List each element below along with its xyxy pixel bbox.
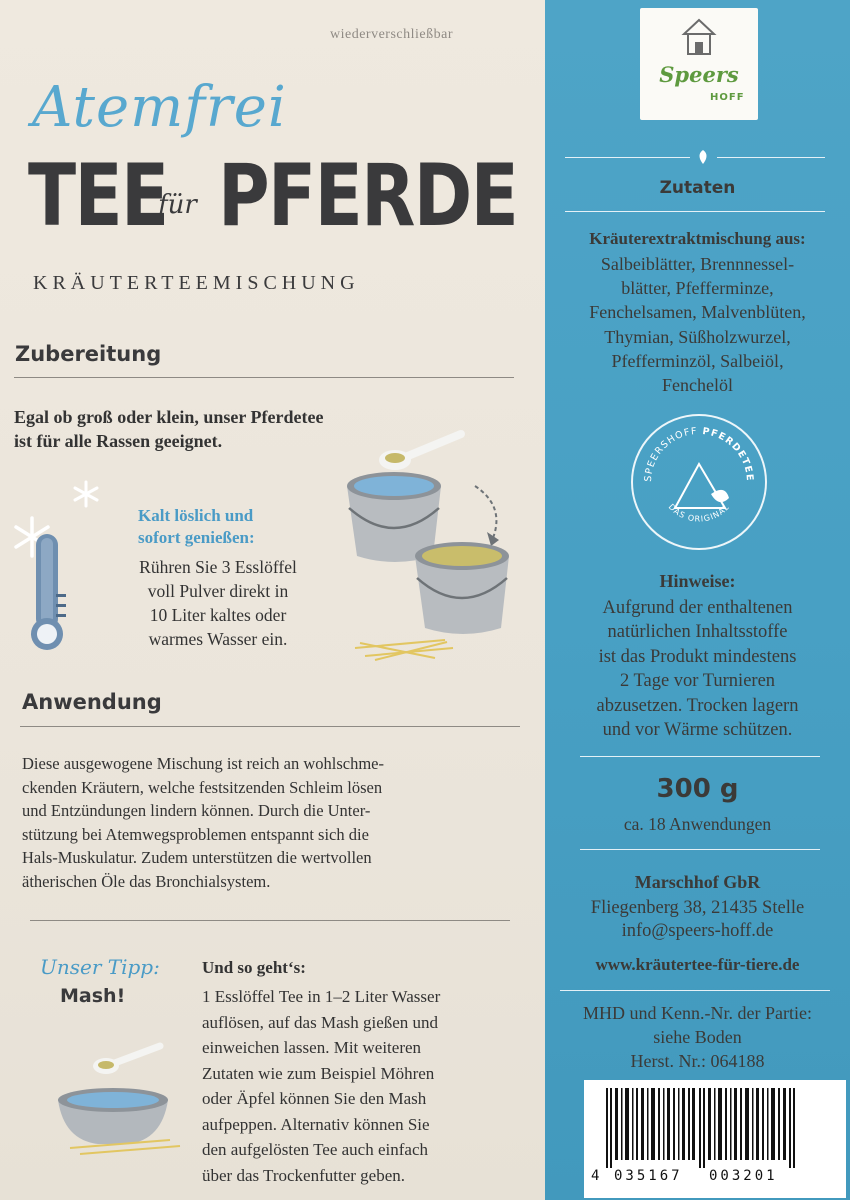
how-to-text (202, 984, 512, 1188)
cold-soluble-text (118, 555, 318, 651)
tip-mash: Mash! (60, 985, 126, 1007)
original-seal (631, 414, 767, 550)
straw-icon (355, 640, 453, 660)
divider (14, 377, 514, 378)
zutaten-heading: Zutaten (659, 178, 736, 198)
divider (580, 756, 820, 757)
intro-line: Egal ob groß oder klein, unser Pferdetee (14, 407, 324, 427)
ingredients-heading: Kräuterextraktmischung aus: (589, 229, 806, 248)
ingredient-line: Fenchelsamen, Malvenblüten, (589, 302, 806, 323)
bowl-illustration (50, 1040, 190, 1160)
ingredient-line: Thymian, Süßholzwurzel, (604, 326, 791, 347)
how-to-line: auflösen, auf das Mash gießen und (202, 1012, 439, 1032)
how-to-line: 1 Esslöffel Tee in 1–2 Liter Wasser (202, 987, 441, 1006)
anwendung-line: Diese ausgewogene Mischung ist reich an wohlschme- (22, 754, 384, 773)
hinweise-text (545, 596, 850, 742)
how-to-line: Zutaten wie zum Beispiel Möhren (202, 1063, 435, 1083)
anwendung-text (22, 752, 512, 894)
bucket-icon (415, 542, 509, 634)
snowflake-icon (75, 482, 97, 506)
title-fuer: für (158, 190, 197, 220)
spoon-icon (93, 1046, 160, 1074)
hinweise-heading: Hinweise: (659, 571, 736, 591)
product-subtitle: KRÄUTERTEEMISCHUNG (33, 272, 360, 294)
ingredient-line: Salbeiblätter, Brennnessel- (600, 254, 795, 274)
cold-line: voll Pulver direkt in (147, 581, 289, 601)
divider (580, 849, 820, 850)
seal-text: SPEERSHOFF (642, 425, 699, 483)
cold-soluble-heading (138, 505, 255, 549)
divider (560, 990, 830, 991)
farmhouse-icon (680, 18, 718, 58)
brand-logo (640, 8, 758, 120)
company-address (545, 897, 850, 943)
thermometer-icon (31, 534, 66, 650)
seal-text: DAS ORIGINAL (666, 502, 732, 524)
how-to-line: den aufgelösten Tee auch einfach (202, 1140, 428, 1159)
spoon-icon (379, 434, 461, 470)
bowl-icon (58, 1088, 168, 1144)
how-to-line: einweichen lassen. Mit weiteren (202, 1038, 422, 1057)
logo-suffix: HOFF (710, 92, 745, 103)
hinweise-line: natürlichen Inhaltsstoffe (607, 622, 788, 643)
svg-text:SPEERSHOFF PFERDETEE (643, 426, 755, 482)
cold-line: 10 Liter kaltes oder (149, 605, 287, 625)
resealable-label: wiederverschließbar (330, 27, 453, 42)
divider (565, 157, 690, 158)
anwendung-line: stützung bei Atemwegsproblemen entspannt sich die (22, 824, 369, 844)
brand-script-title: Atemfrei (32, 75, 287, 140)
divider (20, 726, 520, 727)
bucket-illustration (335, 428, 515, 673)
net-weight: 300 g (656, 774, 739, 804)
batch-line: siehe Boden (653, 1027, 742, 1047)
batch-info (545, 1001, 850, 1073)
cold-heading-line: sofort genießen: (138, 528, 255, 547)
barcode-digit: 4 (591, 1168, 600, 1184)
anwendung-line: und Entzündungen lindern können. Durch die Unter- (22, 801, 371, 821)
seal-text: PFERDETEE (701, 426, 756, 483)
barcode-digits: 035167 (614, 1168, 683, 1184)
tip-label: Unser Tipp: (40, 955, 160, 979)
ingredient-line: Pfefferminzöl, Salbeiöl, (611, 350, 784, 371)
ingredients-list (545, 252, 850, 397)
divider (565, 211, 825, 212)
batch-line: Herst. Nr.: 064188 (630, 1051, 765, 1071)
intro-line: ist für alle Rassen geeignet. (14, 431, 223, 451)
title-tee: TEE (28, 146, 168, 246)
ingredient-line: Fenchelöl (662, 375, 733, 396)
how-to-heading: Und so geht‘s: (202, 958, 306, 977)
how-to-line: oder Äpfel können Sie den Mash (202, 1089, 427, 1108)
website-link: www.kräutertee-für-tiere.de (595, 955, 800, 974)
anwendung-line: ätherischen Öle das Bronchialsystem. (22, 871, 271, 891)
anwendung-line: ckenden Kräutern, welche festsitzenden Schleim lösen (22, 777, 383, 797)
hinweise-line: abzusetzen. Trocken lagern (596, 695, 799, 716)
intro-text (14, 405, 324, 453)
hinweise-line: Aufgrund der enthaltenen (602, 598, 793, 618)
arrow-icon (475, 486, 496, 538)
cold-line: warmes Wasser ein. (148, 629, 288, 649)
cold-heading-line: Kalt löslich und (138, 506, 254, 525)
ingredient-line: blätter, Pfefferminze, (621, 278, 774, 299)
leaf-icon (693, 147, 713, 167)
hinweise-line: und vor Wärme schützen. (602, 720, 793, 741)
logo-name: Speers (659, 62, 739, 87)
divider (717, 157, 825, 158)
cold-line: Rühren Sie 3 Esslöffel (139, 557, 297, 577)
hinweise-line: 2 Tage vor Turnieren (619, 671, 776, 692)
anwendung-heading: Anwendung (22, 690, 162, 714)
zubereitung-heading: Zubereitung (15, 342, 162, 366)
seal-graphic (633, 416, 765, 548)
address-line: Fliegenberg 38, 21435 Stelle (590, 898, 805, 918)
servings-count: ca. 18 Anwendungen (623, 814, 772, 834)
batch-line: MHD und Kenn.-Nr. der Partie: (583, 1003, 812, 1023)
title-pferde: PFERDE (218, 146, 518, 246)
email-line: info@speers-hoff.de (621, 921, 774, 941)
how-to-line: über das Trockenfutter geben. (202, 1165, 406, 1185)
divider (30, 920, 510, 921)
company-name: Marschhof GbR (634, 872, 761, 892)
barcode-digits: 003201 (709, 1168, 778, 1184)
anwendung-line: Hals-Muskulatur. Zudem unterstützen die wertvollen (22, 848, 372, 868)
how-to-line: aufpeppen. Alternativ können Sie (202, 1114, 430, 1134)
hinweise-line: ist das Produkt mindestens (598, 646, 797, 667)
cold-illustration (8, 476, 118, 656)
